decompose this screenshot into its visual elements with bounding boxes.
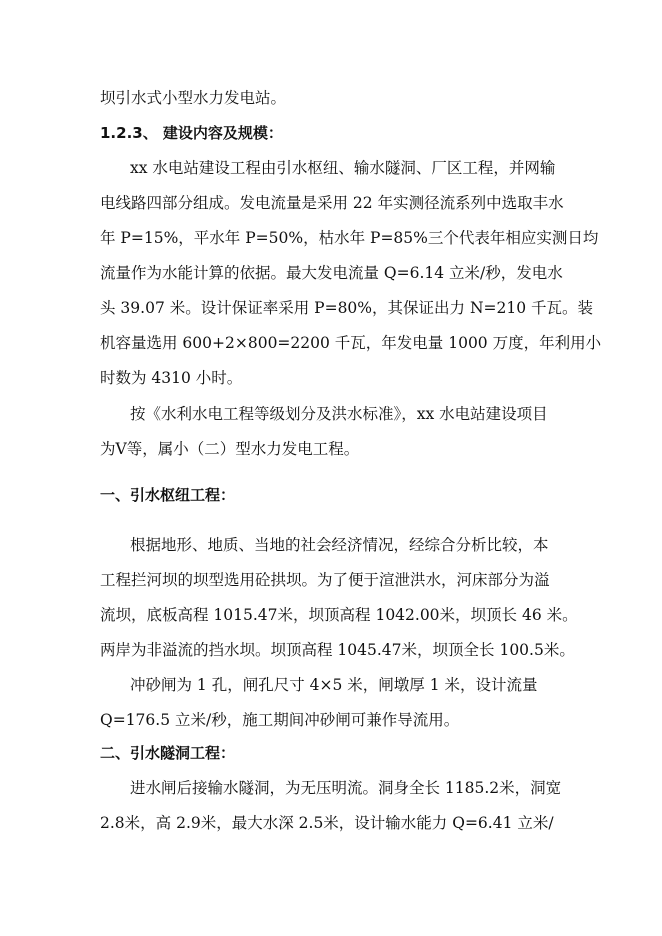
paragraph-line: 按《水利水电工程等级划分及洪水标准》，xx 水电站建设项目	[130, 405, 548, 423]
paragraph-line: 为Ⅴ等，属小（二）型水力发电工程。	[100, 440, 360, 458]
paragraph-line: 时数为 4310 小时。	[100, 369, 243, 387]
paragraph-line: 流量作为水能计算的依据。最大发电流量 Q=6.14 立米/秒，发电水	[100, 264, 563, 282]
section-heading-tunnel: 二、引水隧洞工程：	[100, 744, 236, 762]
paragraph-line: Q=176.5 立米/秒，施工期间冲砂闸可兼作导流用。	[100, 711, 460, 729]
paragraph-line: 头 39.07 米。设计保证率采用 P=80%，其保证出力 N=210 千瓦。装	[100, 299, 594, 317]
section-heading-intake: 一、引水枢纽工程：	[100, 486, 236, 504]
paragraph-line: xx 水电站建设工程由引水枢纽、输水隧洞、厂区工程，并网输	[130, 159, 556, 177]
paragraph-line: 流坝，底板高程 1015.47米，坝顶高程 1042.00米，坝顶长 46 米。	[100, 606, 578, 624]
paragraph-line: 机容量选用 600+2×800=2200 千瓦，年发电量 1000 万度，年利用小	[100, 334, 602, 352]
paragraph-line: 电线路四部分组成。发电流量是采用 22 年实测径流系列中选取丰水	[100, 194, 564, 212]
paragraph-line: 年 P=15%，平水年 P=50%，枯水年 P=85%三个代表年相应实测日均	[100, 229, 599, 247]
paragraph-line: 根据地形、地质、当地的社会经济情况，经综合分析比较，本	[130, 536, 549, 554]
paragraph-line: 进水闸后接输水隧洞，为无压明流。洞身全长 1185.2米，洞宽	[130, 779, 562, 797]
paragraph-line: 工程拦河坝的坝型选用砼拱坝。为了便于渲泄洪水，河床部分为溢	[100, 571, 550, 589]
paragraph-line: 2.8米，高 2.9米，最大水深 2.5米，设计输水能力 Q=6.41 立米/	[100, 814, 554, 832]
paragraph-line: 两岸为非溢流的挡水坝。坝顶高程 1045.47米，坝顶全长 100.5米。	[100, 641, 575, 659]
text-line: 坝引水式小型水力发电站。	[100, 89, 287, 107]
section-heading-1-2-3: 1.2.3、 建设内容及规模：	[100, 124, 283, 142]
paragraph-line: 冲砂闸为 1 孔，闸孔尺寸 4×5 米，闸墩厚 1 米，设计流量	[130, 676, 538, 694]
